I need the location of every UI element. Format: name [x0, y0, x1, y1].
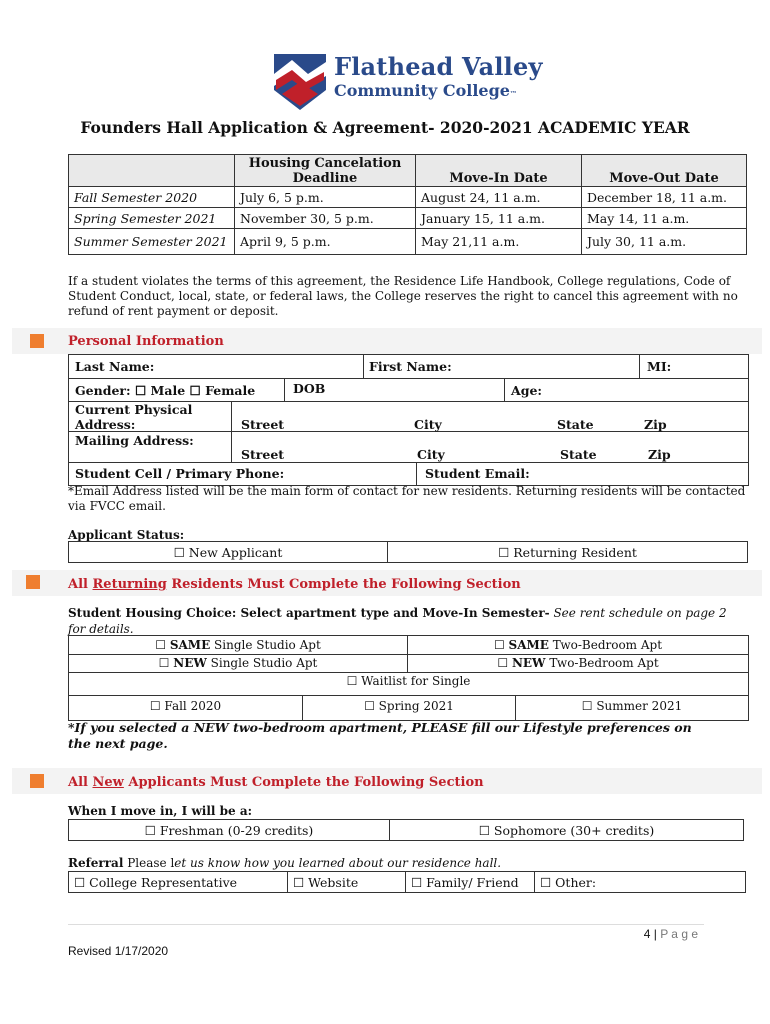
personal-info-form: [68, 354, 749, 486]
returning-section-title: All Returning Residents Must Complete the Following Section: [68, 577, 521, 592]
mailing-street[interactable]: Street: [241, 447, 285, 462]
header-move-out: Move-Out Date: [582, 155, 747, 187]
applicant-status-label: Applicant Status:: [68, 528, 185, 542]
class-standing-table: [68, 819, 744, 841]
section-marker-icon: [30, 334, 44, 348]
header-cancel: Housing Cancelation Deadline: [235, 155, 416, 187]
section-marker-icon: [26, 575, 40, 589]
table-row: [69, 208, 747, 229]
physical-city[interactable]: City: [414, 417, 442, 432]
email-field[interactable]: Student Email:: [425, 466, 530, 481]
email-note: *Email Address listed will be the main form of contact for new residents. Returning residents will be contacted via FVCC email.: [68, 484, 746, 513]
mailing-city[interactable]: City: [417, 447, 445, 462]
move-in-cell: August 24, 11 a.m.: [416, 187, 582, 208]
new-section-title: All New Applicants Must Complete the Following Section: [68, 775, 484, 790]
new-studio-checkbox[interactable]: ☐ NEW Single Studio Apt: [158, 656, 318, 670]
mailing-zip[interactable]: Zip: [648, 447, 671, 462]
move-out-cell: July 30, 11 a.m.: [582, 229, 747, 255]
mailing-address-label: Mailing Address:: [75, 433, 194, 448]
returning-resident-checkbox[interactable]: ☐ Returning Resident: [388, 542, 748, 563]
cancellation-notice: If a student violates the terms of this agreement, the Residence Life Handbook, College regulations, Code of Student Conduct, local, state, or federal laws, the College reserves the right to cancel this agreement with no refund of rent payment or deposit.: [68, 274, 738, 318]
referral-table: [68, 871, 746, 893]
logo-tm: ™: [509, 89, 517, 98]
personal-section-title: Personal Information: [68, 334, 224, 349]
new-applicant-checkbox[interactable]: ☐ New Applicant: [69, 542, 388, 563]
header-move-in: Move-In Date: [416, 155, 582, 187]
move-in-label: When I move in, I will be a:: [68, 804, 253, 818]
mailing-state[interactable]: State: [560, 447, 597, 462]
schedule-table: [68, 154, 747, 255]
cancel-cell: November 30, 5 p.m.: [235, 208, 416, 229]
table-row: [69, 187, 747, 208]
footer-rule: [68, 924, 704, 925]
term-cell: Fall Semester 2020: [69, 187, 235, 208]
website-checkbox[interactable]: ☐ Website: [288, 872, 406, 893]
referral-label: Referral Please let us know how you learned about our residence hall.: [68, 856, 502, 870]
physical-street[interactable]: Street: [241, 417, 285, 432]
physical-zip[interactable]: Zip: [644, 417, 667, 432]
term-cell: Summer Semester 2021: [69, 229, 235, 255]
move-in-cell: May 21,11 a.m.: [416, 229, 582, 255]
move-in-cell: January 15, 11 a.m.: [416, 208, 582, 229]
section-marker-icon: [30, 774, 44, 788]
housing-choice-grid: [68, 635, 749, 721]
sophomore-checkbox[interactable]: ☐ Sophomore (30+ credits): [390, 820, 744, 841]
page-title: Founders Hall Application & Agreement- 2020-2021 ACADEMIC YEAR: [80, 118, 690, 137]
move-out-cell: December 18, 11 a.m.: [582, 187, 747, 208]
age-field[interactable]: Age:: [511, 383, 543, 398]
dob-field[interactable]: DOB: [293, 381, 326, 396]
lifestyle-note: *If you selected a NEW two-bedroom apartment, PLEASE fill our Lifestyle preferences on the next page.: [68, 720, 692, 751]
physical-state[interactable]: State: [557, 417, 594, 432]
gender-field[interactable]: Gender: ☐ Male ☐ Female: [75, 383, 256, 398]
move-out-cell: May 14, 11 a.m.: [582, 208, 747, 229]
first-name-field[interactable]: First Name:: [369, 359, 452, 374]
family-friend-checkbox[interactable]: ☐ Family/ Friend: [406, 872, 535, 893]
revised-date: Revised 1/17/2020: [68, 944, 169, 958]
logo-line2: Community College: [334, 81, 510, 100]
spring-2021-checkbox[interactable]: ☐ Spring 2021: [364, 699, 454, 713]
last-name-field[interactable]: Last Name:: [75, 359, 155, 374]
logo-line1: Flathead Valley: [334, 52, 543, 81]
college-logo: [212, 48, 562, 112]
applicant-status-table: [68, 541, 748, 563]
freshman-checkbox[interactable]: ☐ Freshman (0-29 credits): [69, 820, 390, 841]
logo-shield-icon: [272, 52, 328, 112]
waitlist-checkbox[interactable]: ☐ Waitlist for Single: [346, 674, 471, 688]
cancel-cell: April 9, 5 p.m.: [235, 229, 416, 255]
table-row: [69, 229, 747, 255]
housing-choice-label: Student Housing Choice: Select apartment type and Move-In Semester- See rent schedule on page 2 for details.: [68, 606, 727, 636]
cancel-cell: July 6, 5 p.m.: [235, 187, 416, 208]
physical-address-label: Current Physical Address:: [75, 402, 193, 432]
mi-field[interactable]: MI:: [647, 359, 672, 374]
fall-2020-checkbox[interactable]: ☐ Fall 2020: [149, 699, 222, 713]
page-number: 4 | P a g e: [643, 927, 698, 941]
college-rep-checkbox[interactable]: ☐ College Representative: [69, 872, 288, 893]
new-two-bedroom-checkbox[interactable]: ☐ NEW Two-Bedroom Apt: [497, 656, 659, 670]
same-two-bedroom-checkbox[interactable]: ☐ SAME Two-Bedroom Apt: [493, 638, 663, 652]
same-studio-checkbox[interactable]: ☐ SAME Single Studio Apt: [155, 638, 321, 652]
other-checkbox[interactable]: ☐ Other:: [535, 872, 746, 893]
summer-2021-checkbox[interactable]: ☐ Summer 2021: [581, 699, 683, 713]
phone-field[interactable]: Student Cell / Primary Phone:: [75, 466, 285, 481]
term-cell: Spring Semester 2021: [69, 208, 235, 229]
